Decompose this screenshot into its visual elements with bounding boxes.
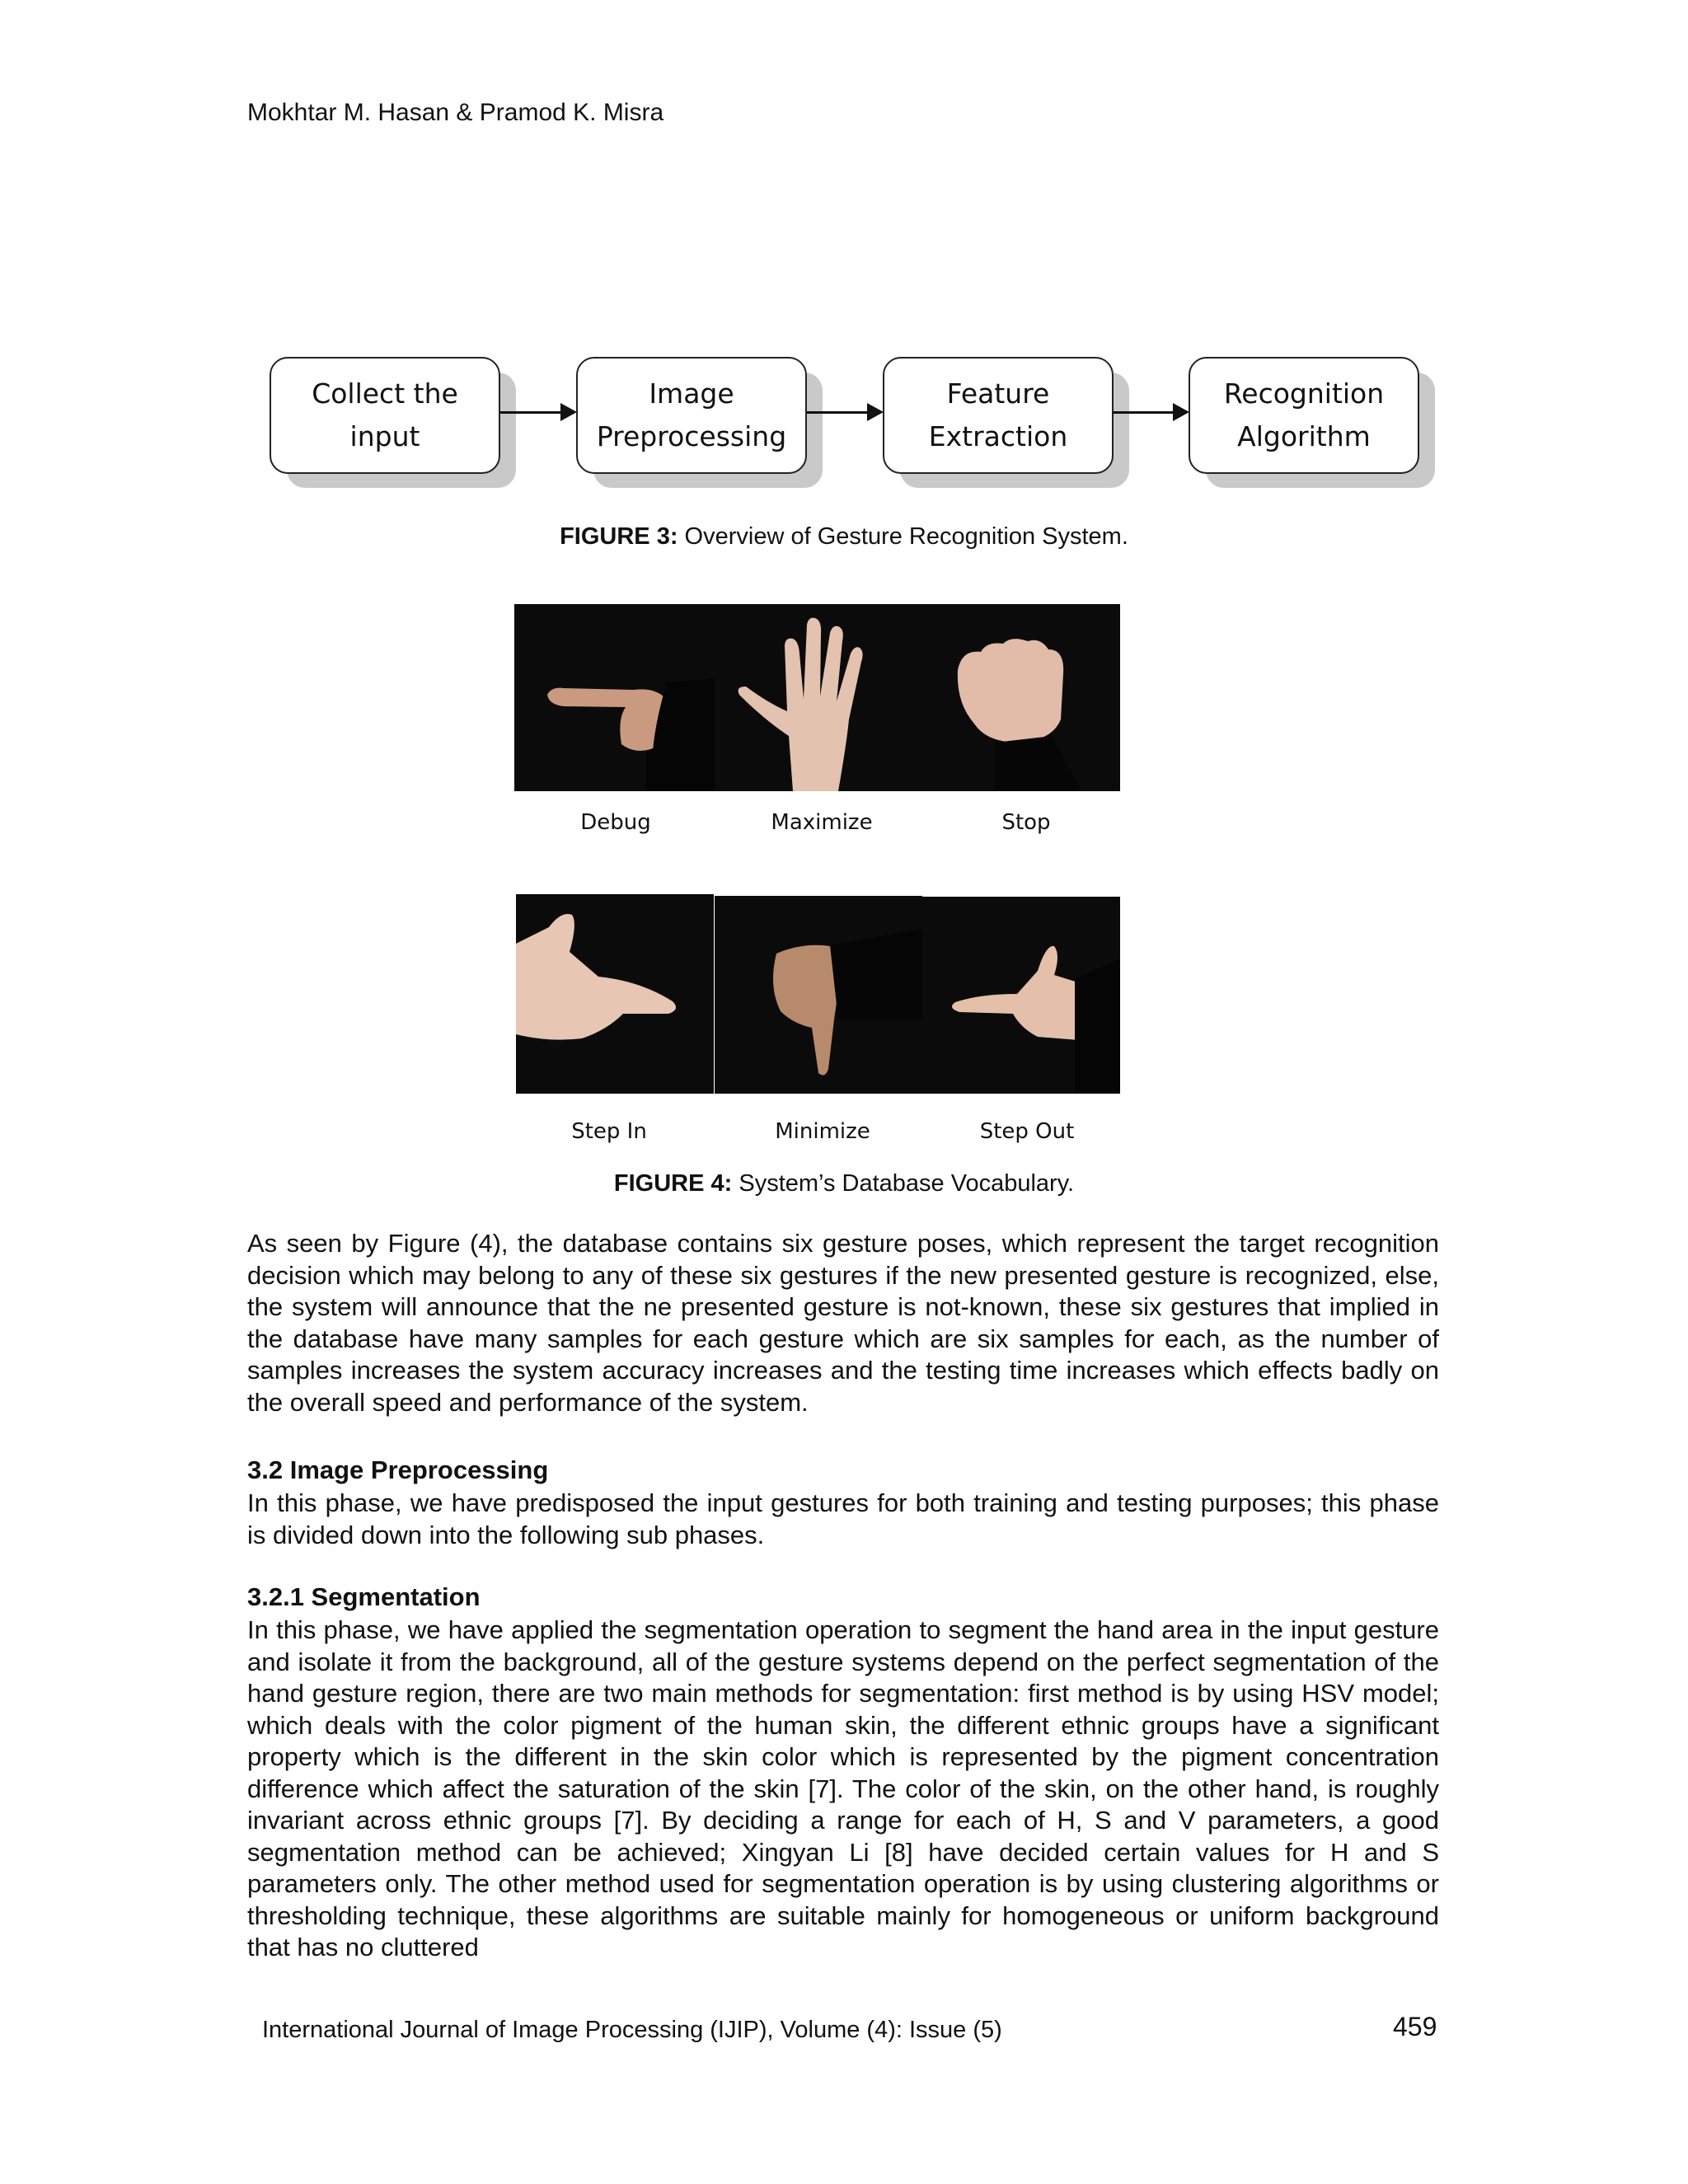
step-line-2: input [349,420,420,452]
fist-icon [917,604,1120,791]
step-line-2: Extraction [928,420,1068,452]
step-line-1: Image [649,377,734,410]
flat-hand-left-icon [922,897,1120,1094]
paragraph-database: As seen by Figure (4), the database contains six gesture poses, which represent the target recognition decision which may belong to any of these six gestures if the new presented gesture is recognized, else, the system will announce that the ne presented gesture is not-known, these six gestures that implied in the database have many samples for each gesture which are six samples for each, as the number of samples increases the system accuracy increases and the testing time increases which effects badly on the overall speed and performance of the system. [247,1229,1439,1417]
flow-step-image-preprocessing [576,357,807,474]
flat-hand-right-icon [516,894,714,1094]
gesture-label: Minimize [775,1119,870,1144]
thumb-down-icon [715,896,922,1094]
journal-footer: International Journal of Image Processing (IJIP), Volume (4): Issue (5) [262,2017,1002,2043]
caption-text: Overview of Gesture Recognition System. [678,523,1128,550]
arrow-right-icon [560,403,577,421]
flow-arrow-line [1113,411,1175,414]
step-line-2: Algorithm [1237,420,1371,452]
flow-step-recognition-algorithm [1189,357,1419,474]
gesture-image-step-in [516,894,714,1094]
figure-4-caption [0,1170,1688,1197]
flow-step-collect-input [270,357,500,474]
gesture-image-step-out [922,897,1120,1094]
step-line-1: Feature [946,377,1050,410]
step-line-2: Preprocessing [596,420,787,452]
gesture-image-minimize [715,896,922,1094]
gesture-label: Step In [571,1119,647,1144]
figure-3-caption [0,523,1688,551]
step-line-1: Recognition [1223,377,1385,410]
flow-arrow-line [807,411,870,414]
caption-label: FIGURE 4: [613,1170,733,1197]
caption-label: FIGURE 3: [560,523,678,550]
gesture-label: Step Out [979,1119,1075,1144]
gesture-image-maximize [715,604,917,791]
arrow-right-icon [1173,403,1189,421]
gesture-image-stop [917,604,1120,791]
gesture-label: Stop [1001,810,1051,835]
page-number: 459 [1393,2012,1437,2041]
gesture-image-debug [514,604,715,791]
pointing-hand-icon [514,604,715,791]
section-heading-3-2-1: 3.2.1 Segmentation [247,1582,481,1611]
open-palm-icon [715,604,917,791]
figure-3-flow-diagram [0,0,1688,527]
running-header: Mokhtar M. Hasan & Pramod K. Misra [247,99,664,126]
flow-step-feature-extraction [883,357,1114,474]
step-line-1: Collect the [312,377,458,410]
gesture-label: Debug [580,810,651,835]
paragraph-segmentation: In this phase, we have applied the segmentation operation to segment the hand area in the input gesture and isolate it from the background, all of the gesture systems depend on the perfect segmentation of the hand gesture region, there are two main methods for segmentation: first method is by using HSV model; which deals with the color pigment of the human skin, the different ethnic groups have a significant property which is the different in the skin color which is represented by the pigment concentration difference which affect the saturation of the skin [7]. The color of the skin, on the other hand, is roughly invariant across ethnic groups [7]. By deciding a range for each of H, S and V parameters, a good segmentation method can be achieved; Xingyan Li [8] have decided certain values for H and S parameters only. The other method used for segmentation operation is by using clustering algorithms or thresholding technique, these algorithms are suitable mainly for homogeneous or uniform background that has no cluttered [247,1615,1439,1961]
flow-arrow-line [500,411,563,414]
caption-text: System’s Database Vocabulary. [732,1170,1075,1197]
gesture-label: Maximize [771,810,873,835]
arrow-right-icon [867,403,884,421]
paragraph-image-preprocessing: In this phase, we have predisposed the input gestures for both training and testing purposes; this phase is divided down into the following sub phases. [247,1488,1439,1549]
section-heading-3-2: 3.2 Image Preprocessing [247,1455,549,1484]
